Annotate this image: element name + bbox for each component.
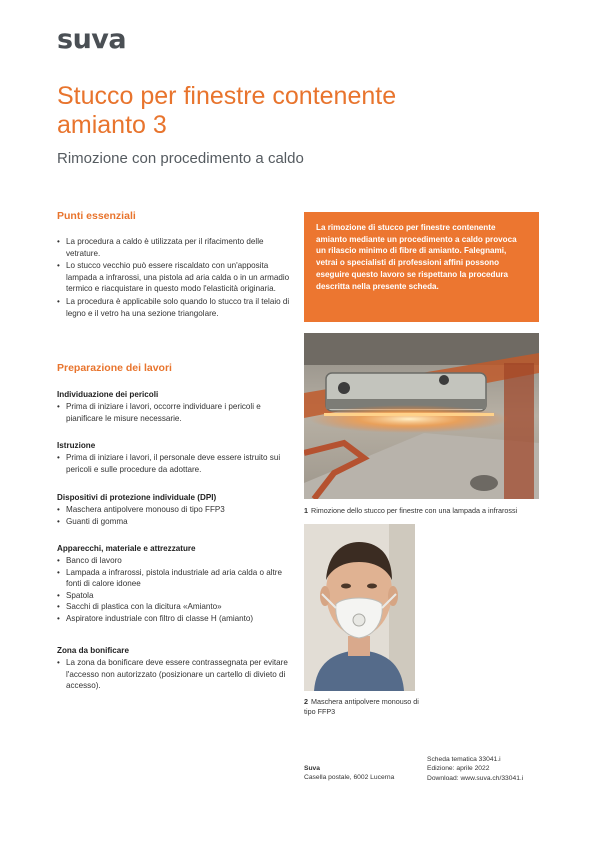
list-item: • Sacchi di plastica con la dicitura «Amianto» bbox=[57, 601, 292, 613]
footer-postbox: Casella postale, 6002 Lucerna bbox=[304, 774, 395, 782]
page-subtitle: Rimozione con procedimento a caldo bbox=[57, 150, 304, 167]
list-item: • Guanti di gomma bbox=[57, 516, 292, 528]
block-title: Individuazione dei pericoli bbox=[57, 390, 159, 399]
list-item: • Aspiratore industriale con filtro di classe H (amianto) bbox=[57, 613, 292, 625]
page-title: Stucco per finestre contenente amianto 3 bbox=[57, 82, 397, 139]
footer-org: Suva bbox=[304, 765, 320, 772]
figure-caption: 2 Maschera antipolvere monouso di tipo FFP3 bbox=[304, 697, 419, 716]
list-item: • La procedura è applicabile solo quando lo stucco tra il telaio di legno e il vetro ha una sezione triangolare. bbox=[57, 296, 292, 319]
ppe-block bbox=[57, 492, 292, 527]
equipment-block bbox=[57, 543, 292, 625]
list-item: • La zona da bonificare deve essere contrassegnata per evitare l'accesso non autorizzato (posizionare un cartello di divieto di accesso). bbox=[57, 657, 292, 692]
list-item: • Lo stucco vecchio può essere riscaldato con un'apposita lampada a infrarossi, una pistola ad aria calda o in un armadio termico e riacquistare in questo modo l'elasticità originaria. bbox=[57, 260, 292, 295]
suva-logo: suva bbox=[57, 24, 127, 55]
footer-address bbox=[304, 764, 394, 783]
list-item: • Maschera antipolvere monouso di tipo FFP3 bbox=[57, 504, 292, 516]
infrared-lamp-photo bbox=[304, 333, 539, 499]
preparation-heading: Preparazione dei lavori bbox=[57, 362, 172, 374]
zone-block bbox=[57, 645, 292, 692]
instruction-block bbox=[57, 440, 292, 475]
essentials-heading: Punti essenziali bbox=[57, 210, 136, 222]
block-title: Dispositivi di protezione individuale (DPI) bbox=[57, 493, 217, 502]
ffp3-mask-photo bbox=[304, 524, 415, 691]
edition-date: Edizione: aprile 2022 bbox=[427, 765, 490, 773]
list-item: • La procedura a caldo è utilizzata per il rifacimento delle vetrature. bbox=[57, 236, 292, 259]
list-item: • Banco di lavoro bbox=[57, 555, 292, 567]
sheet-number: Scheda tematica 33041.i bbox=[427, 756, 501, 763]
footer-meta bbox=[427, 755, 523, 783]
list-item: • Lampada a infrarossi, pistola industriale ad aria calda o altre fonti di calore idonee bbox=[57, 567, 292, 590]
block-title: Zona da bonificare bbox=[57, 646, 129, 655]
block-title: Istruzione bbox=[57, 441, 96, 450]
list-item: • Spatola bbox=[57, 590, 292, 602]
download-link[interactable]: Download: www.suva.ch/33041.i bbox=[427, 774, 524, 782]
list-item: • Prima di iniziare i lavori, occorre individuare i pericoli e pianificare le misure necessarie. bbox=[57, 401, 292, 424]
essentials-list bbox=[57, 236, 292, 320]
callout-box: La rimozione di stucco per finestre contenente amianto mediante un procedimento a caldo provoca un rilascio minimo di fibre di amianto. Falegnami, vetrai o specialisti di professioni affini possono eseguire questo lavoro se rispettano la procedura descritta nella presente scheda. bbox=[304, 212, 539, 322]
block-title: Apparecchi, materiale e attrezzature bbox=[57, 544, 196, 553]
figure-caption: 1 Rimozione dello stucco per finestre con una lampada a infrarossi bbox=[304, 506, 518, 515]
hazard-block bbox=[57, 389, 292, 424]
list-item: • Prima di iniziare i lavori, il personale deve essere istruito sui pericoli e sulle procedure da adottare. bbox=[57, 452, 292, 475]
